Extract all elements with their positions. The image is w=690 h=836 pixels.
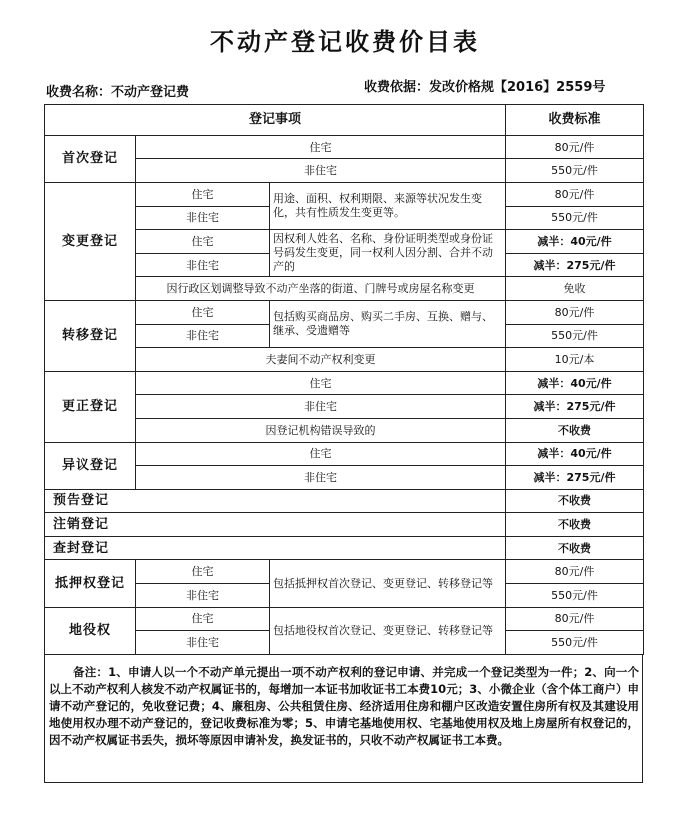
table-row [45,489,644,513]
category-mortgage: 抵押权登记 [45,560,136,607]
category-easement: 地役权 [45,607,136,654]
row-price: 免收 [506,277,644,301]
row-description: 包括地役权首次登记、变更登记、转移登记等 [270,607,506,654]
row-price: 减半：275元/件 [506,253,644,277]
row-price: 不收费 [506,536,644,560]
category-advance: 预告登记 [45,489,506,513]
category-seal: 查封登记 [45,536,506,560]
table-row [45,442,644,466]
row-label: 住宅 [136,371,506,395]
row-price: 550元/件 [506,631,644,655]
category-correct: 更正登记 [45,371,136,442]
row-label: 非住宅 [136,466,506,490]
row-label: 因登记机构错误导致的 [136,418,506,442]
row-label: 住宅 [136,182,270,206]
row-label: 非住宅 [136,159,506,183]
remarks-note: 备注：1、申请人以一个不动产单元提出一项不动产权利的登记申请、并完成一个登记类型为一件；2、向一个以上不动产权利人核发不动产权属证书的，每增加一本证书加收证书工本费10元；3、小微企业（含个体工商户）申请不动产登记的，免收登记费；4、廉租房、公共租赁住房、经济适用住房和棚户区改造安置住房所有权及其建设用地使用权办理不动产登记的，登记收费标准为零；5、申请宅基地使用权、宅基地使用权及地上房屋所有权登记的，因不动产权属证书丢失，损坏等原因申请补发，换发证书的，只收不动产权属证书工本费。 [49,665,639,747]
category-cancel: 注销登记 [45,513,506,537]
row-price: 80元/件 [506,135,644,159]
table-row [45,536,644,560]
row-label: 非住宅 [136,395,506,419]
row-price: 80元/件 [506,607,644,631]
row-price: 550元/件 [506,159,644,183]
row-description: 包括购买商品房、购买二手房、互换、赠与、继承、受遗赠等 [270,300,506,347]
row-label: 住宅 [136,135,506,159]
row-label: 住宅 [136,607,270,631]
fee-name: 收费名称：不动产登记费 [46,85,190,100]
row-price: 550元/件 [506,206,644,230]
row-description: 包括抵押权首次登记、变更登记、转移登记等 [270,560,506,607]
table-row [45,300,644,324]
row-description: 因权利人姓名、名称、身份证明类型或身份证号码发生变更，同一权利人因分割、合并不动产的 [270,230,506,277]
row-price: 减半：275元/件 [506,466,644,490]
header-standard: 收费标准 [506,105,644,136]
table-row [45,513,644,537]
row-label: 住宅 [136,442,506,466]
row-label: 非住宅 [136,253,270,277]
row-price: 10元/本 [506,348,644,372]
row-label: 住宅 [136,230,270,254]
header-item: 登记事项 [45,105,506,136]
row-price: 80元/件 [506,182,644,206]
row-price: 不收费 [506,513,644,537]
category-first: 首次登记 [45,135,136,182]
table-row [45,135,644,159]
category-objection: 异议登记 [45,442,136,489]
row-label: 住宅 [136,560,270,584]
row-price: 减半：40元/件 [506,442,644,466]
row-price: 减半：40元/件 [506,230,644,254]
row-label: 住宅 [136,300,270,324]
row-label: 非住宅 [136,584,270,608]
fee-table [44,104,644,655]
table-row [45,607,644,631]
fee-basis: 收费依据：发改价格规【2016】2559号 [364,80,606,95]
row-label: 非住宅 [136,631,270,655]
row-price: 550元/件 [506,324,644,348]
row-price: 550元/件 [506,584,644,608]
row-label: 因行政区划调整导致不动产坐落的街道、门牌号或房屋名称变更 [136,277,506,301]
table-header-row [45,105,644,136]
table-row [45,560,644,584]
table-row [45,371,644,395]
category-change: 变更登记 [45,182,136,300]
table-row [45,182,644,206]
row-price: 不收费 [506,418,644,442]
row-description: 用途、面积、权利期限、来源等状况发生变化，共有性质发生变更等。 [270,182,506,229]
row-price: 80元/件 [506,560,644,584]
row-price: 减半：275元/件 [506,395,644,419]
category-transfer: 转移登记 [45,300,136,371]
row-label: 非住宅 [136,206,270,230]
row-price: 减半：40元/件 [506,371,644,395]
row-price: 80元/件 [506,300,644,324]
row-label: 非住宅 [136,324,270,348]
row-price: 不收费 [506,489,644,513]
row-label: 夫妻间不动产权利变更 [136,348,506,372]
page-title: 不动产登记收费价目表 [210,28,480,56]
